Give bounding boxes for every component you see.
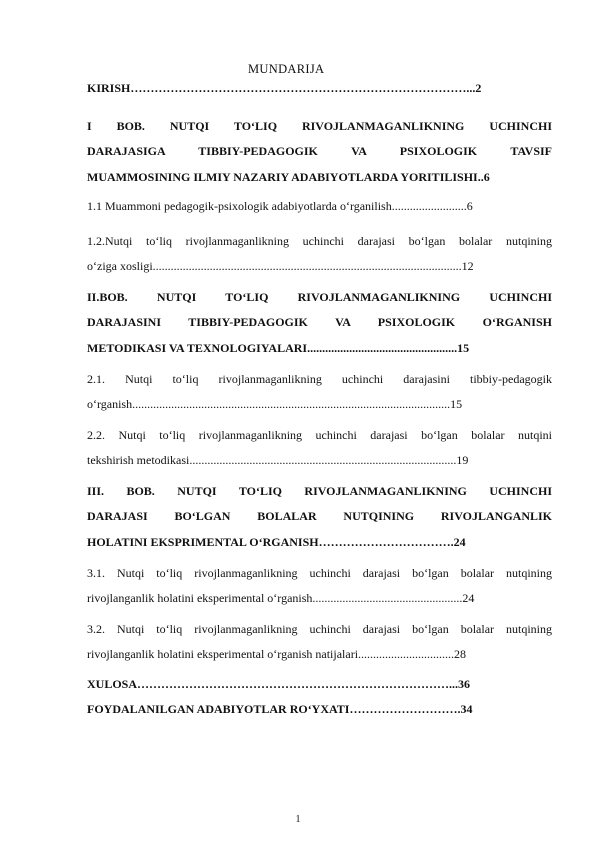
toc-line: 2.1. Nutqi to‘liq rivojlanmaganlikning uchinchi darajasini tibbiy-pedagogik	[87, 372, 552, 386]
toc-line: rivojlanganlik holatini eksperimental o‘rganish natijalari................................28	[87, 647, 467, 662]
toc-entry-chapter-3	[87, 479, 552, 555]
toc-line: I BOB. NUTQI TO‘LIQ RIVOJLANMAGANLIKNING UCHINCHI	[87, 119, 552, 133]
toc-entry-chapter-2	[87, 285, 552, 361]
toc-entry-section-3-2	[87, 617, 552, 668]
toc-entry-kirish	[87, 76, 552, 101]
toc-entry-references	[87, 697, 552, 722]
toc-line: rivojlanganlik holatini eksperimental o‘rganish..................................................24	[87, 591, 475, 606]
toc-line: o‘ziga xosligi.......................................................................................................12	[87, 259, 474, 274]
toc-entry-section-1-2	[87, 229, 552, 280]
toc-entry-section-2-2	[87, 423, 552, 474]
toc-line: DARAJASI BO‘LGAN BOLALAR NUTQINING RIVOJLANGANLIK	[87, 509, 552, 524]
toc-line: DARAJASINI TIBBIY-PEDAGOGIK VA PSIXOLOGIK O‘RGANISH	[87, 315, 552, 330]
toc-line: 3.1. Nutqi to‘liq rivojlanmaganlikning uchinchi darajasi bo‘lgan bolalar nutqining	[87, 566, 552, 580]
toc-line: 1.1 Muammoni pedagogik-psixologik adabiyotlarda o‘rganilish.........................6	[87, 199, 473, 213]
toc-line: MUAMMOSINING ILMIY NAZARIY ADABIYOTLARDA YORITILISHI..6	[87, 169, 490, 184]
toc-entry-chapter-1	[87, 114, 552, 190]
page-number: 1	[295, 814, 301, 825]
toc-line: FOYDALANILGAN ADABIYOTLAR RO‘YXATI……………………….34	[87, 702, 473, 716]
toc-line: XULOSA……………………………………………………………………...36	[87, 677, 471, 691]
toc-entry-section-2-1	[87, 367, 552, 418]
toc-entry-xulosa	[87, 672, 552, 697]
toc-line: HOLATINI EKSPRIMENTAL O‘RGANISH…………………………….24	[87, 534, 466, 549]
toc-line: tekshirish metodikasi.........................................................................................19	[87, 453, 469, 468]
page-title: MUNDARIJA	[248, 62, 325, 76]
toc-entry-section-3-1	[87, 561, 552, 612]
toc-line: 2.2. Nutqi to‘liq rivojlanmaganlikning uchinchi darajasi bo‘lgan bolalar nutqini	[87, 428, 552, 442]
toc-line: DARAJASIGA TIBBIY-PEDAGOGIK VA PSIXOLOGIK TAVSIF	[87, 144, 552, 159]
toc-line: METODIKASI VA TEXNOLOGIYALARI..................................................15	[87, 340, 470, 355]
toc-line: III. BOB. NUTQI TO‘LIQ RIVOJLANMAGANLIKNING UCHINCHI	[87, 484, 552, 498]
toc-line: KIRISH…………………………………………………………………………...2	[87, 81, 482, 95]
toc-entry-section-1-1	[87, 194, 552, 219]
toc-line: 3.2. Nutqi to‘liq rivojlanmaganlikning uchinchi darajasi bo‘lgan bolalar nutqining	[87, 622, 552, 636]
toc-line: II.BOB. NUTQI TO‘LIQ RIVOJLANMAGANLIKNING UCHINCHI	[87, 290, 552, 304]
toc-line: 1.2.Nutqi to‘liq rivojlanmaganlikning uchinchi darajasi bo‘lgan bolalar nutqining	[87, 234, 552, 248]
toc-line: o‘rganish..........................................................................................................15	[87, 397, 463, 412]
